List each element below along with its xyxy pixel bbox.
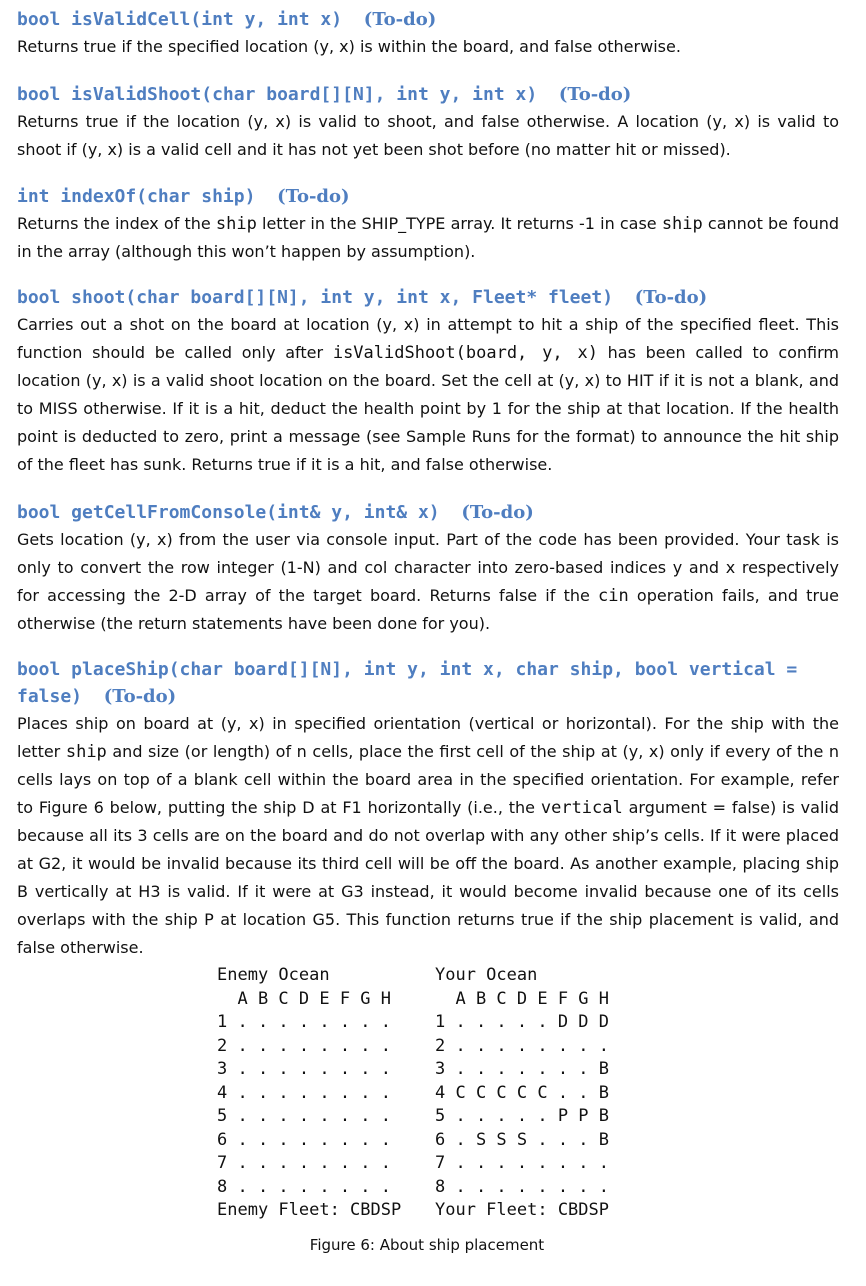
todo-tag: (To-do) [558,84,632,105]
function-description: Carries out a shot on the board at location (y, x) in attempt to hit a ship of the specified fleet. This function should be called only after isValidShoot(board, y, x) has been called to confirm location (y, x) is a valid shoot location on the board. Set the cell at (y, x) to HIT if it is not a blank, and to MISS otherwise. If it is a hit, deduct the health point by 1 for the ship at that location. If the health point is deducted to zero, print a message (see Sample Runs for the format) to announce the hit ship of the fleet has sunk. Returns true if it is a hit, and false otherwise. [17,315,840,474]
function-description: Returns the index of the ship letter in the SHIP_TYPE array. It returns -1 in case ship cannot be found in the array (although this won’t happen by assumption). [17,214,840,261]
function-signature: bool placeShip(char board[][N], int y, int x, char ship, bool vertical = false) (To-do) [17,659,809,707]
todo-tag: (To-do) [461,502,534,523]
your-ocean-board: Your Ocean A B C D E F G H 1 . . . . . D D D 2 . . . . . . . . 3 . . . . . . . B 4 C C C C C . . B 5 . . . . . P P B 6 . S S S . . . B 7 . . . . . . . . 8 . . . . . . . . Your Fleet: CBDSP [435,965,609,1220]
function-getcellfromconsole [17,499,839,638]
todo-tag: (To-do) [363,9,437,30]
enemy-ocean-title: Enemy Ocean [217,965,330,985]
your-ocean-title: Your Ocean [435,965,538,985]
function-isvalidshoot [17,81,839,164]
function-signature: bool isValidCell(int y, int x) (To-do) [17,9,437,30]
function-description: Gets location (y, x) from the user via console input. Part of the code has been provided. Your task is only to convert the row integer (1-N) and col character into zero-based indices y and x respectively for accessing the 2-D array of the target board. Returns false if the cin operation fails, and true otherwise (the return statements have been done for you). [17,530,840,633]
column-header: A B C D E F G H [217,988,391,1009]
figure-ship-placement [217,964,657,1264]
todo-tag: (To-do) [277,186,350,207]
figure-caption: Figure 6: About ship placement [309,1236,545,1254]
function-indexof [17,183,839,266]
enemy-fleet-label: Enemy Fleet: CBDSP [217,1200,402,1220]
function-isvalidcell [17,6,839,61]
function-description: Returns true if the specified location (y, x) is within the board, and false otherwise. [17,37,681,56]
function-signature: bool shoot(char board[][N], int y, int x, Fleet* fleet) (To-do) [17,287,708,308]
your-fleet-label: Your Fleet: CBDSP [435,1200,609,1220]
function-description: Places ship on board at (y, x) in specified orientation (vertical or horizontal). For the ship with the letter ship and size (or length) of n cells, place the first cell of the ship at (y, x) only if every of the n cells lays on top of a blank cell within the board area in the specified orientation. For example, refer to Figure 6 below, putting the ship D at F1 horizontally (i.e., the vertical argument = false) is valid because all its 3 cells are on the board and do not overlap with any other ship’s cells. If it were placed at G2, it would be invalid because its third cell will be off the board. As another example, placing ship B vertically at H3 is valid. If it were at G3 instead, it would become invalid because one of its cells overlaps with the ship P at location G5. This function returns true if the ship placement is valid, and false otherwise. [17,714,840,957]
function-description: Returns true if the location (y, x) is valid to shoot, and false otherwise. A location (y, x) is valid to shoot if (y, x) is a valid cell and it has not yet been shot before (no matter hit or missed). [17,112,839,159]
todo-tag: (To-do) [103,686,177,707]
column-header: A B C D E F G H [435,988,609,1009]
function-shoot [17,284,839,479]
enemy-ocean-board: Enemy Ocean A B C D E F G H 1 . . . . . . . . 2 . . . . . . . . 3 . . . . . . . . 4 . . . . . . . . 5 . . . . . . . . 6 . . . . . . . . 7 . . . . . . . . 8 . . . . . . . . Enemy Fleet: CBDSP [217,965,402,1220]
function-placeship [17,656,839,962]
todo-tag: (To-do) [634,287,708,308]
function-signature: bool isValidShoot(char board[][N], int y, int x) (To-do) [17,84,632,105]
function-signature: bool getCellFromConsole(int& y, int& x) (To-do) [17,502,534,523]
function-signature: int indexOf(char ship) (To-do) [17,186,350,207]
